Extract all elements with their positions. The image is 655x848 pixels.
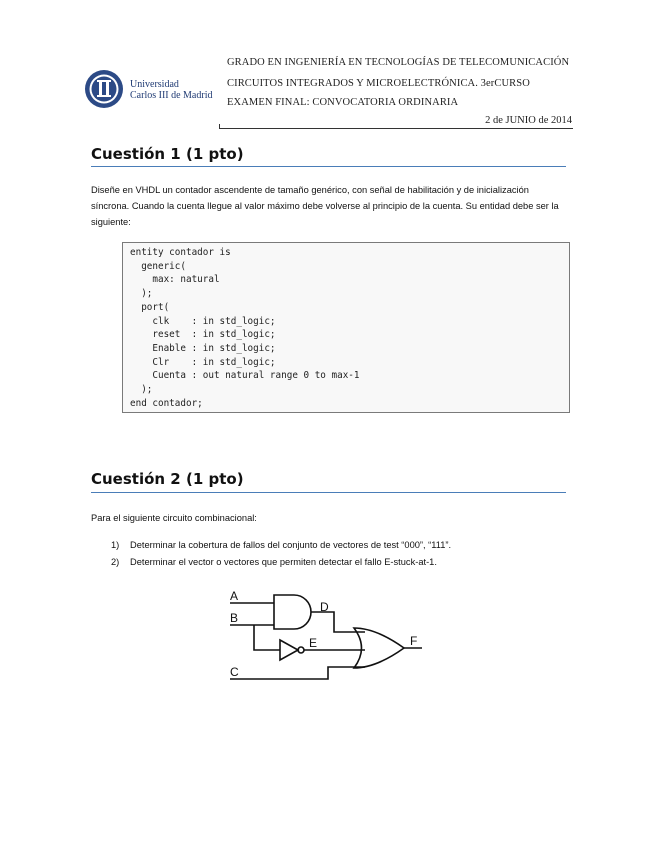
question-1-title: Cuestión 1 (1 pto) <box>91 145 244 163</box>
vhdl-entity-code: entity contador is generic( max: natural ); port( clk : in std_logic; reset : in std_logic; Enable : in std_logic; Clr : in std_logic; Cuenta : out natural range 0 to max-1 ); end contador; <box>130 247 360 409</box>
question-2-intro: Para el siguiente circuito combinacional: <box>91 513 257 523</box>
combinational-circuit-diagram <box>224 585 434 685</box>
university-name-line1: Universidad <box>130 79 179 90</box>
header-exam: EXAMEN FINAL: CONVOCATORIA ORDINARIA <box>227 97 459 108</box>
question-2-list <box>111 537 451 571</box>
label-b: B <box>230 611 239 625</box>
not-gate <box>280 640 298 660</box>
header-date: 2 de JUNIO de 2014 <box>485 115 572 126</box>
label-d: D <box>320 600 329 614</box>
university-seal-icon <box>84 69 124 109</box>
list-item <box>111 554 451 571</box>
university-name <box>130 79 212 101</box>
and-gate <box>274 595 311 629</box>
label-e: E <box>309 636 318 650</box>
label-c: C <box>230 665 239 679</box>
wire-c <box>230 667 365 679</box>
university-name-line2: Carlos III de Madrid <box>130 90 213 101</box>
question-2-rule <box>91 492 566 493</box>
list-item-text: Determinar el vector o vectores que permiten detectar el fallo E-stuck-at-1. <box>130 557 437 567</box>
list-item-number: 2) <box>111 557 120 567</box>
label-f: F <box>410 634 418 648</box>
header-degree: GRADO EN INGENIERÍA EN TECNOLOGÍAS DE TELECOMUNICACIÓN <box>227 57 570 68</box>
wire-d <box>311 612 365 632</box>
question-1-rule <box>91 166 566 167</box>
or-gate <box>354 628 404 668</box>
question-2-title: Cuestión 2 (1 pto) <box>91 470 244 488</box>
header-course: CIRCUITOS INTEGRADOS Y MICROELECTRÓNICA. 3erCURSO <box>227 78 530 89</box>
label-a: A <box>230 589 239 603</box>
vhdl-code-box <box>122 242 570 413</box>
question-1-text: Diseñe en VHDL un contador ascendente de tamaño genérico, con señal de habilitación y de inicialización síncrona. Cuando la cuenta llegue al valor máximo debe volverse al principio de la cuenta. Su entidad debe ser la siguiente: <box>91 185 559 227</box>
header-divider <box>219 128 573 129</box>
list-item-number: 1) <box>111 540 120 550</box>
list-item-text: Determinar la cobertura de fallos del conjunto de vectores de test “000”, “111”. <box>130 540 452 550</box>
list-item <box>111 537 451 554</box>
